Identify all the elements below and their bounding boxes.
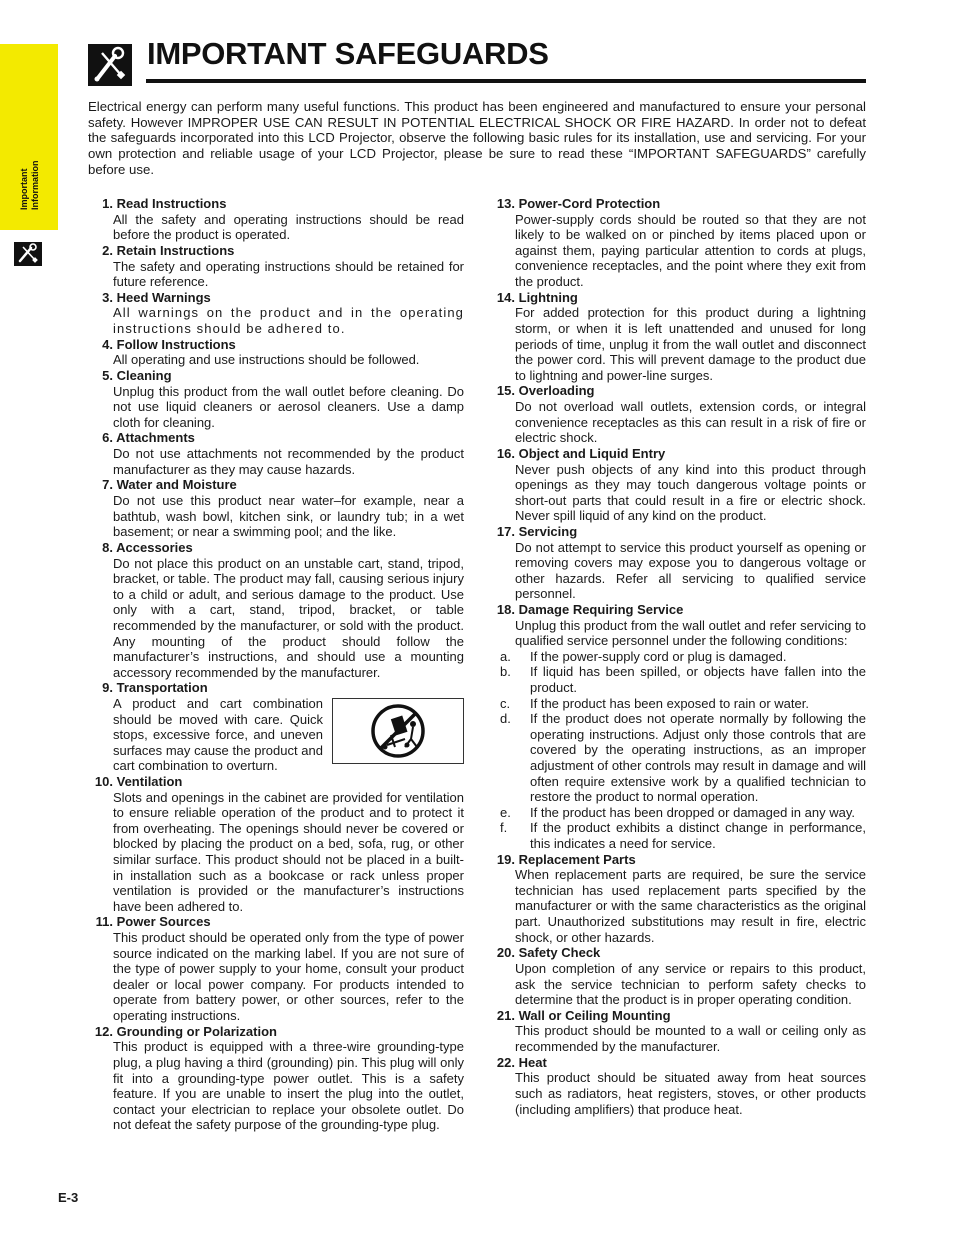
- safeguard-item-18: [490, 602, 866, 852]
- section-tab-label-line1: Important: [19, 168, 29, 210]
- item-title: Heat: [518, 1054, 547, 1070]
- section-tab-label: [10, 148, 50, 210]
- cart-warning-box: [332, 698, 464, 764]
- item-number: 21.: [496, 1007, 515, 1023]
- item-title: Object and Liquid Entry: [518, 445, 666, 461]
- safeguard-item-10: [88, 774, 464, 914]
- item-title: Servicing: [518, 523, 578, 539]
- condition-letter: b.: [500, 664, 511, 680]
- item-number: 10.: [94, 773, 113, 789]
- item-body: This product should be situated away from heat sources such as radiators, heat registers, stoves, or other products (including amplifiers) that produce heat.: [515, 1070, 866, 1117]
- wrench-screwdriver-icon: [14, 242, 42, 266]
- item-title: Safety Check: [518, 945, 601, 961]
- item-body: A product and cart combination should be moved with care. Quick stops, excessive force, and uneven surfaces may cause the product and cart combination to overturn.: [113, 695, 323, 774]
- item-title: Overloading: [518, 383, 595, 399]
- item-title: Attachments: [116, 430, 195, 446]
- wrench-screwdriver-icon: [88, 44, 132, 86]
- safeguard-item-9: [88, 680, 464, 774]
- item-title: Lightning: [518, 289, 578, 305]
- safeguard-item-6: [88, 430, 464, 477]
- item-title: Retain Instructions: [116, 242, 235, 258]
- item-number: 16.: [496, 445, 515, 461]
- cart-tip-over-warning-icon: [333, 699, 463, 763]
- item-title: Accessories: [116, 539, 193, 555]
- condition-item: [500, 820, 866, 851]
- condition-letter: a.: [500, 648, 511, 664]
- item-body: Do not attempt to service this product yourself as opening or removing covers may expose you to dangerous voltage or other hazards. Refer all servicing to qualified service personnel.: [515, 539, 866, 602]
- condition-letter: c.: [500, 695, 511, 711]
- safeguard-item-21: [490, 1008, 866, 1055]
- item-body: Unplug this product from the wall outlet before cleaning. Do not use liquid cleaners or aerosol cleaners. Use a damp cloth for cleaning.: [113, 383, 464, 430]
- safeguard-item-2: [88, 243, 464, 290]
- item-title: Transportation: [116, 680, 208, 696]
- item-number: 2.: [102, 242, 113, 258]
- item-body: Power-supply cords should be routed so that they are not likely to be walked on or pinched by items placed upon or against them, paying particular attention to cords at plugs, convenience receptacles, and the point where they exit from the product.: [515, 211, 866, 290]
- safeguard-item-13: [490, 196, 866, 290]
- condition-text: If the product has been exposed to rain or water.: [530, 695, 809, 711]
- condition-text: If liquid has been spilled, or objects have fallen into the product.: [530, 664, 866, 696]
- item-title: Replacement Parts: [518, 851, 636, 867]
- transport-block: [113, 696, 464, 774]
- right-column: [490, 196, 866, 1117]
- left-column: [88, 196, 464, 1133]
- item-number: 12.: [94, 1023, 113, 1039]
- safeguard-item-20: [490, 945, 866, 1007]
- item-title: Water and Moisture: [116, 477, 237, 493]
- item-body: This product should be operated only from the type of power source indicated on the marking label. If you are not sure of the type of power supply to your home, consult your product dealer or local power company. For products intended to operate from battery power, or other sources, refer to the operating instructions.: [113, 930, 464, 1024]
- condition-item: [500, 711, 866, 805]
- condition-letter: f.: [500, 820, 508, 836]
- item-body: Upon completion of any service or repairs to this product, ask the service technician to perform safety checks to determine that the product is in proper operating condition.: [515, 960, 866, 1008]
- condition-item: [500, 695, 866, 712]
- condition-item: [500, 664, 866, 696]
- item-number: 22.: [496, 1054, 515, 1070]
- item-body: Slots and openings in the cabinet are provided for ventilation to ensure reliable operation of the product and to protect it from overheating. The openings should never be covered or blocked by placing the product on a bed, sofa, rug, or other similar surface. This product should not be placed in a built-in installation such as a bookcase or rack unless proper ventilation is provided or the manufacturer’s instructions have been adhered to.: [113, 789, 464, 914]
- item-title: Power Sources: [116, 914, 211, 930]
- item-body: Unplug this product from the wall outlet and refer servicing to qualified service personnel under the following conditions:: [515, 617, 866, 649]
- item-number: 1.: [102, 196, 113, 211]
- safeguard-item-3: [88, 290, 464, 337]
- item-body: Do not use this product near water–for example, near a bathtub, wash bowl, kitchen sink, or laundry tub; in a wet basement; or near a swimming pool; and the like.: [113, 493, 464, 540]
- item-body: The safety and operating instructions should be retained for future reference.: [113, 258, 464, 290]
- safeguard-item-22: [490, 1055, 866, 1117]
- page-number: E-3: [58, 1190, 79, 1205]
- condition-letter: e.: [500, 804, 511, 820]
- item-title: Cleaning: [116, 367, 172, 383]
- safeguard-item-11: [88, 914, 464, 1023]
- item-number: 6.: [102, 430, 113, 446]
- item-number: 8.: [102, 539, 113, 555]
- safeguard-item-7: [88, 477, 464, 539]
- condition-letter: d.: [500, 711, 511, 727]
- item-title: Read Instructions: [116, 196, 227, 211]
- condition-text: If the product has been dropped or damaged in any way.: [530, 804, 855, 820]
- item-number: 3.: [102, 289, 113, 305]
- item-number: 4.: [102, 336, 113, 352]
- item-title: Follow Instructions: [116, 336, 236, 352]
- safeguard-item-8: [88, 540, 464, 680]
- safeguard-item-12: [88, 1024, 464, 1133]
- item-body: All operating and use instructions should be followed.: [113, 352, 420, 368]
- item-title: Power-Cord Protection: [518, 196, 661, 211]
- item-body: All the safety and operating instructions should be read before the product is operated.: [113, 211, 464, 243]
- safeguard-item-19: [490, 852, 866, 946]
- safeguard-item-4: [88, 337, 464, 368]
- item-title: Wall or Ceiling Mounting: [518, 1007, 671, 1023]
- safeguard-item-5: [88, 368, 464, 430]
- item-title: Damage Requiring Service: [518, 601, 684, 617]
- safeguard-item-16: [490, 446, 866, 524]
- title-rule: [146, 79, 866, 83]
- item-body: This product is equipped with a three-wire grounding-type plug, a plug having a third (grounding) pin. This plug will only fit into a grounding-type power outlet. This is a safety feature. If you are unable to insert the plug into the outlet, contact your electrician to replace your obsolete outlet. Do not defeat the safety purpose of the grounding-type plug.: [113, 1039, 464, 1133]
- condition-item: [500, 804, 866, 821]
- item-number: 17.: [496, 523, 515, 539]
- condition-text: If the power-supply cord or plug is damaged.: [530, 648, 787, 664]
- item-number: 11.: [95, 914, 113, 930]
- item-body: Do not place this product on an unstable cart, stand, tripod, bracket, or table. The product may fall, causing serious injury to a child or adult, and serious damage to the product. Use only with a cart, stand, tripod, bracket, or table recommended by the manufacturer, or sold with the product. Any mounting of the product should follow the manufacturer’s instructions, and should use a mounting accessory recommended by the manufacturer.: [113, 555, 464, 680]
- safeguard-item-14: [490, 290, 866, 384]
- item-number: 5.: [102, 367, 113, 383]
- section-tab: [0, 44, 58, 230]
- condition-text: If the product exhibits a distinct change in performance, this indicates a need for service.: [530, 820, 866, 851]
- safeguard-item-15: [490, 383, 866, 445]
- condition-item: [500, 648, 866, 665]
- item-number: 19.: [496, 851, 515, 867]
- condition-text: If the product does not operate normally by following the operating instructions. Adjust only those controls that are covered by the operating instructions, as an improper adjustment of other controls may result in damage and will often require extensive work by a qualified technician to restore the product to normal operation.: [530, 711, 866, 805]
- item-number: 18.: [496, 601, 515, 617]
- item-number: 9.: [102, 680, 113, 696]
- section-tab-label-line2: Information: [30, 160, 40, 210]
- item-number: 7.: [102, 477, 113, 493]
- item-body: All warnings on the product and in the operating instructions should be adhered to.: [113, 305, 464, 337]
- item-body: Do not use attachments not recommended by the product manufacturer as they may cause hazards.: [113, 446, 464, 477]
- item-number: 13.: [496, 196, 515, 211]
- item-body: Do not overload wall outlets, extension cords, or integral convenience receptacles as this can result in a risk of fire or electric shock.: [515, 399, 866, 446]
- item-title: Ventilation: [116, 773, 183, 789]
- page-title: IMPORTANT SAFEGUARDS: [147, 36, 549, 71]
- item-body: For added protection for this product during a lightning storm, or when it is left unattended and unused for long periods of time, unplug it from the wall outlet and disconnect the power cord. This will prevent damage to the product due to lightning and power-line surges.: [515, 305, 866, 383]
- intro-paragraph: Electrical energy can perform many useful functions. This product has been engineered and manufactured to ensure your personal safety. However IMPROPER USE CAN RESULT IN POTENTIAL ELECTRICAL SHOCK OR FIRE HAZARD. In order not to defeat the safeguards incorporated into this LCD Projector, observe the following basic rules for its installation, use and servicing. For your own protection and reliable usage of your LCD Projector, please be sure to read these “IMPORTANT SAFEGUARDS” carefully before use.: [88, 99, 866, 177]
- safeguard-item-17: [490, 524, 866, 602]
- item-title: Grounding or Polarization: [116, 1023, 277, 1039]
- item-title: Heed Warnings: [116, 289, 211, 305]
- item-number: 14.: [496, 289, 515, 305]
- item-body: When replacement parts are required, be sure the service technician has used replacement parts specified by the manufacturer or with the same characteristics as the original part. Unauthorized substitutions may result in fire, electric shock, or other hazards.: [515, 867, 866, 945]
- safeguard-item-1: [88, 196, 464, 243]
- item-number: 15.: [496, 383, 515, 399]
- item-number: 20.: [496, 945, 515, 961]
- item-body: This product should be mounted to a wall or ceiling only as recommended by the manufacturer.: [515, 1023, 866, 1055]
- item-body: Never push objects of any kind into this product through openings as they may touch dangerous voltage points or short-out parts that could result in a fire or electric shock. Never spill liquid of any kind on the product.: [515, 461, 866, 524]
